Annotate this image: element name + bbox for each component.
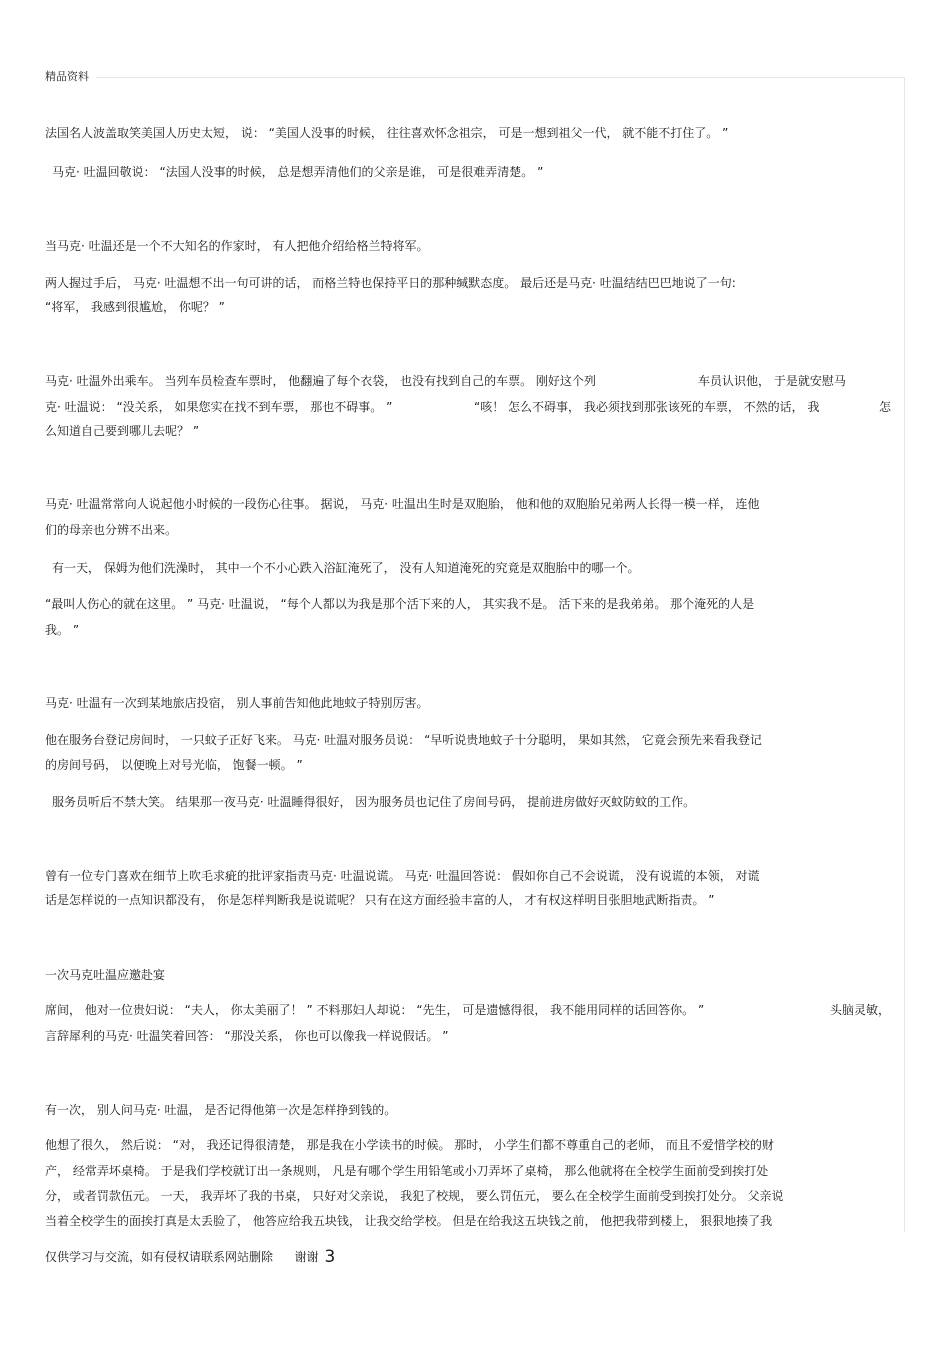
text-line: 克· 吐温说： “没关系， 如果您实在找不到车票， 那也不碍事。 ” bbox=[45, 400, 393, 414]
footer-note: 仅供学习与交流，如有侵权请联系网站删除 bbox=[45, 1250, 274, 1264]
text-line: 法国名人波盖取笑美国人历史太短， 说： “美国人没事的时候， 往往喜欢怀念祖宗， 可是一想到祖父一代， 就不能不打住了。 ” bbox=[45, 126, 729, 140]
text-line: 马克· 吐温有一次到某地旅店投宿， 别人事前告知他此地蚊子特别厉害。 bbox=[45, 696, 429, 710]
text-line: 分， 或者罚款伍元。 一天， 我弄坏了我的书桌， 只好对父亲说， 我犯了校规， 要么罚伍元， 要么在全校学生面前受到挨打处分。 父亲说 bbox=[45, 1189, 784, 1203]
page-frame-top bbox=[96, 77, 904, 78]
text-line: 马克· 吐温外出乘车。 当列车员检查车票时， 他翻遍了每个衣袋， 也没有找到自己的车票。 刚好这个列 bbox=[45, 374, 596, 388]
text-line: 马克· 吐温常常向人说起他小时候的一段伤心往事。 据说， 马克· 吐温出生时是双胞胎， 他和他的双胞胎兄弟两人长得一模一样， 连他 bbox=[45, 497, 760, 511]
page-frame-right bbox=[904, 77, 905, 1232]
text-line: “咳！ 怎么不碍事， 我必须找到那张该死的车票， 不然的话， 我 bbox=[474, 400, 820, 414]
text-line: “最叫人伤心的就在这里。 ” 马克· 吐温说， “每个人都以为我是那个活下来的人， 其实我不是。 活下来的是我弟弟。 那个淹死的人是 bbox=[45, 597, 755, 611]
text-line: 头脑灵敏， bbox=[830, 1003, 891, 1017]
text-line: 两人握过手后， 马克· 吐温想不出一句可讲的话， 而格兰特也保持平日的那种缄默态度。 最后还是马克· 吐温结结巴巴地说了一句: bbox=[45, 276, 736, 290]
text-line: 话是怎样说的一点知识都没有， 你是怎样判断我是说谎呢？ 只有在这方面经验丰富的人， 才有权这样明目张胆地武断指责。 ” bbox=[45, 893, 715, 907]
text-line: 服务员听后不禁大笑。 结果那一夜马克· 吐温睡得很好， 因为服务员也记住了房间号码， 提前进房做好灭蚊防蚊的工作。 bbox=[52, 795, 696, 809]
text-line: 言辞犀利的马克· 吐温笑着回答： “那没关系， 你也可以像我一样说假话。 ” bbox=[45, 1029, 449, 1043]
text-line: 有一天， 保姆为他们洗澡时， 其中一个不小心跌入浴缸淹死了， 没有人知道淹死的究竟是双胞胎中的哪一个。 bbox=[52, 561, 640, 575]
header-label: 精品资料 bbox=[45, 70, 89, 83]
text-line: 一次马克吐温应邀赴宴 bbox=[45, 968, 166, 982]
text-line: 席间， 他对一位贵妇说： “夫人， 你太美丽了！ ” 不料那妇人却说： “先生， 可是遗憾得很， 我不能用同样的话回答你。 ” bbox=[45, 1003, 705, 1017]
text-line: 怎 bbox=[879, 400, 892, 414]
page-number: 3 bbox=[324, 1247, 336, 1267]
text-line: 产， 经常弄坏桌椅。 于是我们学校就订出一条规则， 凡是有哪个学生用铅笔或小刀弄坏了桌椅， 那么他就将在全校学生面前受到挨打处 bbox=[45, 1164, 769, 1178]
footer-thanks: 谢谢 bbox=[294, 1250, 319, 1264]
text-line: 他想了很久， 然后说： “对， 我还记得很清楚， 那是我在小学读书的时候。 那时， 小学生们都不尊重自己的老师， 而且不爱惜学校的财 bbox=[45, 1138, 774, 1152]
text-line: 车员认识他， 于是就安慰马 bbox=[698, 374, 846, 388]
text-line: 马克· 吐温回敬说： “法国人没事的时候， 总是想弄清他们的父亲是谁， 可是很难弄清楚。 ” bbox=[52, 165, 544, 179]
text-line: 的房间号码， 以便晚上对号光临， 饱餐一顿。 ” bbox=[45, 758, 303, 772]
text-line: 有一次， 别人问马克· 吐温， 是否记得他第一次是怎样挣到钱的。 bbox=[45, 1103, 397, 1117]
text-line: 么知道自己要到哪儿去呢？ ” bbox=[45, 424, 200, 438]
text-line: 我。 ” bbox=[45, 623, 80, 637]
text-line: 他在服务台登记房间时， 一只蚊子正好飞来。 马克· 吐温对服务员说： “早听说贵地蚊子十分聪明， 果如其然， 它竟会预先来看我登记 bbox=[45, 733, 762, 747]
text-line: “将军， 我感到很尴尬， 你呢？ ” bbox=[45, 300, 225, 314]
text-line: 曾有一位专门喜欢在细节上吹毛求疵的批评家指责马克· 吐温说谎。 马克· 吐温回答说： 假如你自己不会说谎， 没有说谎的本领， 对谎 bbox=[45, 869, 760, 883]
text-line: 们的母亲也分辨不出来。 bbox=[45, 523, 178, 537]
text-line: 当着全校学生的面挨打真是太丢脸了， 他答应给我五块钱， 让我交给学校。 但是在给我这五块钱之前， 他把我带到楼上， 狠狠地揍了我 bbox=[45, 1214, 773, 1228]
page-footer bbox=[45, 1247, 335, 1267]
text-line: 当马克· 吐温还是一个不大知名的作家时， 有人把他介绍给格兰特将军。 bbox=[45, 239, 429, 253]
